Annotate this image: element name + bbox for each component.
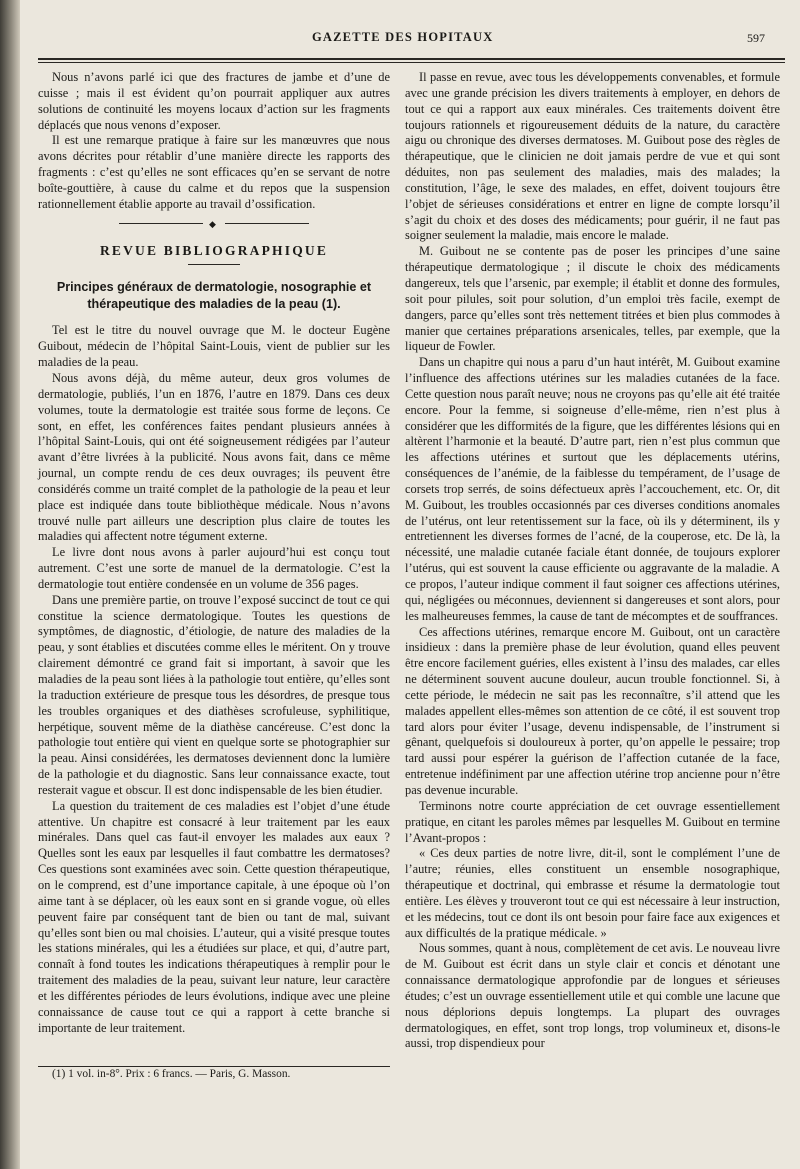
left-column: [38, 70, 390, 1083]
paragraph: Terminons notre courte appréciation de cet ouvrage essentiellement pratique, en citant les paroles mêmes par lesquelles M. Guibout en termine l’Avant-propos :: [405, 798, 780, 845]
paragraph: La question du traitement de ces maladies est l’objet d’une étude attentive. Un chapitre est consacré à leur traitement par les eaux minérales. Dans quel cas faut-il envoyer les malades aux eaux ? Quelles sont les eaux par lesquelles il faut combattre les dermatoses? Ces questions sont examinées avec soin. Cette question thérapeutique, on le comprend, est d’une importance capitale, à une époque où l’on aime tant à se déplacer, où les eaux sont en si grande vogue, où elles peuvent faire par conséquent tant de bien ou tant de mal, suivant qu’elles sont bien ou mal choisies. L’auteur, qui a visité presque toutes les stations minérales, qui les a étudiées sur place, et qui, d’autre part, connaît à fond toutes les indications thérapeutiques à remplir pour le traitement des maladies de la peau, suivant leur nature, leur caractère et les différentes périodes de leurs évolutions, indique avec une pleine connaissance de cause tout ce qui a rapport à cette branche si importante de leur traitement.: [38, 798, 390, 1035]
page-number: 597: [747, 31, 765, 45]
section-heading: REVUE BIBLIOGRAPHIQUE: [99, 242, 329, 258]
section-separator-ornament: [119, 219, 309, 229]
paragraph: Nous sommes, quant à nous, complètement de cet avis. Le nouveau livre de M. Guibout est écrit dans un style clair et concis et dénotant une connaissance dermatologique approfondie par de longues et sérieuses études; c’est un ouvrage essentiellement utile et qui comble une lacune que nous déplorions depuis longtemps. La plupart des ouvrages dermatologiques, en effet, sont trop longs, trop volumineux et, disons-le aussi, trop dispendieux pour: [405, 941, 780, 1051]
article-title: Principes généraux de dermatologie, nosographie et thérapeutique des maladies de la peau (1).: [56, 280, 372, 312]
paragraph: Il est une remarque pratique à faire sur les manœuvres que nous avons décrites pour rétablir d’une manière directe les rapports des fragments : c’est qu’elles ne sont efficaces qu’en se servant de notre boîte-gouttière, à cause du calme et du repos que la suspension rationnellement établie apporte au travail d’ossification.: [38, 133, 390, 211]
diamond-icon: ◆: [209, 218, 216, 229]
right-column: [405, 70, 780, 1052]
paragraph: Il passe en revue, avec tous les développements convenables, et formule avec une grande précision les divers traitements à employer, en dehors de tout ce qui a rapport aux eaux minérales. Ces traitements doivent être toujours rationnels et rigoureusement déduits de la nature, du caractère aigu ou chronique des diverses dermatoses. M. Guibout pose des règles de thérapeutique, que le clinicien ne doit jamais perdre de vue et qui sont déduites, non pas seulement des maladies, mais des malades; la constitution, l’âge, le sexe des malades, en effet, doivent toujours être l’objet de sérieuses considérations et entrer en ligne de compte lorsqu’il s’agit du choix et des doses des médicaments; pour guérir, il ne faut pas soigner seulement la maladie, mais encore le malade.: [405, 70, 780, 243]
paragraph: Ces affections utérines, remarque encore M. Guibout, ont un caractère insidieux : dans la première phase de leur évolution, quand elles peuvent être encore facilement guéries, elles existent à l’insu des malades, car elles ne déterminent souvent aucune douleur, aucun trouble fonctionnel. Si, à cette période, le médecin ne sait pas les reconnaître, s’il attend que les malades appellent elles-mêmes son attention de ce côté, il est souvent trop tard alors pour éviter l’usage, devenu indispensable, de l’instrument si gênant, quelquefois si douloureux à porter, qu’on appelle le pessaire; trop tard aussi pour espérer la guérison de l’affection cutanée de la face, entretenue indéfiniment par une affection utérine trop ancienne pour n’être pas devenue incurable.: [405, 624, 780, 797]
running-header-title: GAZETTE DES HOPITAUX: [312, 30, 494, 44]
book-binding-edge: [0, 0, 20, 1169]
paragraph: Le livre dont nous avons à parler aujourd’hui est conçu tout autrement. C’est une sorte de manuel de la dermatologie. C’est la dermatologie tout entière condensée en un volume de 356 pages.: [38, 545, 390, 591]
ornament-line: [225, 223, 309, 224]
ornament-line: [119, 223, 203, 224]
header-rule-thick: [38, 58, 785, 60]
paragraph: Dans une première partie, on trouve l’exposé succinct de tout ce qui constitue la science dermatologique. Toutes les questions de symptômes, de diagnostic, d’étiologie, de nature des maladies de la peau, y sont établies et discutées comme elles le méritent. On y trouve clairement démontré ce grand fait si important, à savoir que les maladies de la peau sont liées à la pathologie tout entière, qu’elles sont la traduction extérieure de presque tous les désordres, de presque tous les troubles organiques et des diathèses scrofuleuse, syphilitique, herpétique, souvent même de la diathèse cancéreuse. C’est donc la pathologie tout entière qui vient en quelque sorte se photographier sur la peau. Ainsi considérées, les dermatoses deviennent donc la lumière de la pathologie et du diagnostic. Sans leur connaissance exacte, tout resterait vague et obscur. Il est donc indispensable de les bien étudier.: [38, 592, 390, 797]
paragraph: M. Guibout ne se contente pas de poser les principes d’une saine thérapeutique dermatologique ; il discute le choix des médicaments dangereux, tels que l’arsenic, par exemple; il établit et donne des formules, soit pour pilules, soit pour solution, d’un emploi très facile, exempt de dangers, parce qu’elles sont très nettement titrées et bien plus commodes à manier que certaines préparations arsenicales, telles, par exemple, que la liqueur de Fowler.: [405, 244, 780, 354]
header-rule-thin: [38, 62, 785, 63]
paragraph: Tel est le titre du nouvel ouvrage que M. le docteur Eugène Guibout, médecin de l’hôpital Saint-Louis, vient de publier sur les maladies de la peau.: [38, 323, 390, 370]
footnote: (1) 1 vol. in-8°. Prix : 6 francs. — Paris, G. Masson.: [52, 1068, 291, 1081]
paragraph: Nous avons déjà, du même auteur, deux gros volumes de dermatologie, publiés, l’un en 1876, l’autre en 1879. Dans ces deux volumes, toute la dermatologie est traitée sous forme de leçons. Ce sont, en effet, les conférences faites pendant plusieurs années à l’hôpital Saint-Louis, qui ont été soigneusement rédigées par l’auteur avant d’être livrées à la publicité. Nous avons fait, dans ce même journal, un compte rendu de ces deux ouvrages; ils peuvent être considérés comme un traité complet de la pathologie de la peau et leur place est indiquée dans toute bibliothèque médicale. Nous n’avons trouvé nulle part ailleurs une description plus claire de toutes les maladies qui affectent notre tégument externe.: [38, 370, 390, 544]
quotation-paragraph: « Ces deux parties de notre livre, dit-il, sont le complément l’une de l’autre; réunies, elles constituent un ensemble nosographique, thérapeutique et doctrinal, qui embrasse et résume la dermatologie tout entière. Les élèves y trouveront tout ce qui est nécessaire à leur instruction, et les médecins, tout ce dont ils ont besoin pour faire face aux exigences et aux difficultés de la pratique médicale. »: [405, 846, 780, 940]
heading-rule: [188, 264, 240, 265]
paragraph: Nous n’avons parlé ici que des fractures de jambe et d’une de cuisse ; mais il est évident qu’on pourrait appliquer aux autres solutions de continuité les moyens locaux d’action sur les fragments déplacés que nous venons d’exposer.: [38, 70, 390, 132]
paragraph: Dans un chapitre qui nous a paru d’un haut intérêt, M. Guibout examine l’influence des affections utérines sur les maladies cutanées de la face. Cette question nous paraît neuve; nous ne croyons pas qu’elle ait été traitée encore. Pour la femme, si soigneuse d’elle-même, rien n’est plus à considérer que les difformités de la figure, que les différentes lésions qui en altèrent l’harmonie et la beauté. D’autre part, rien n’est plus commun que les affections utérines et surtout que les déplacements utérins, conséquences de l’anémie, de la faiblesse du tempérament, de l’usage de corsets trop serrés, de soins défectueux après l’accouchement, etc. Or, dit M. Guibout, les troubles occasionnés par ces diverses conditions anomales de l’utérus, ont leur retentissement sur la face, où ils y déterminent, ils y entretiennent les diverses formes de l’acné, de la couperose, etc. De là, la nécessité, une maladie cutanée faciale étant donnée, de toujours explorer l’utérus, qui est souvent la cause efficiente ou aggravante de la maladie. A ce propos, l’auteur indique comment il faut soigner ces affections utérines, qui, négligées ou méconnues, deviennent si dangereuses et sont alors, pour les malheureuses femmes, la cause de tant de mécomptes et de souffrances.: [405, 355, 780, 623]
